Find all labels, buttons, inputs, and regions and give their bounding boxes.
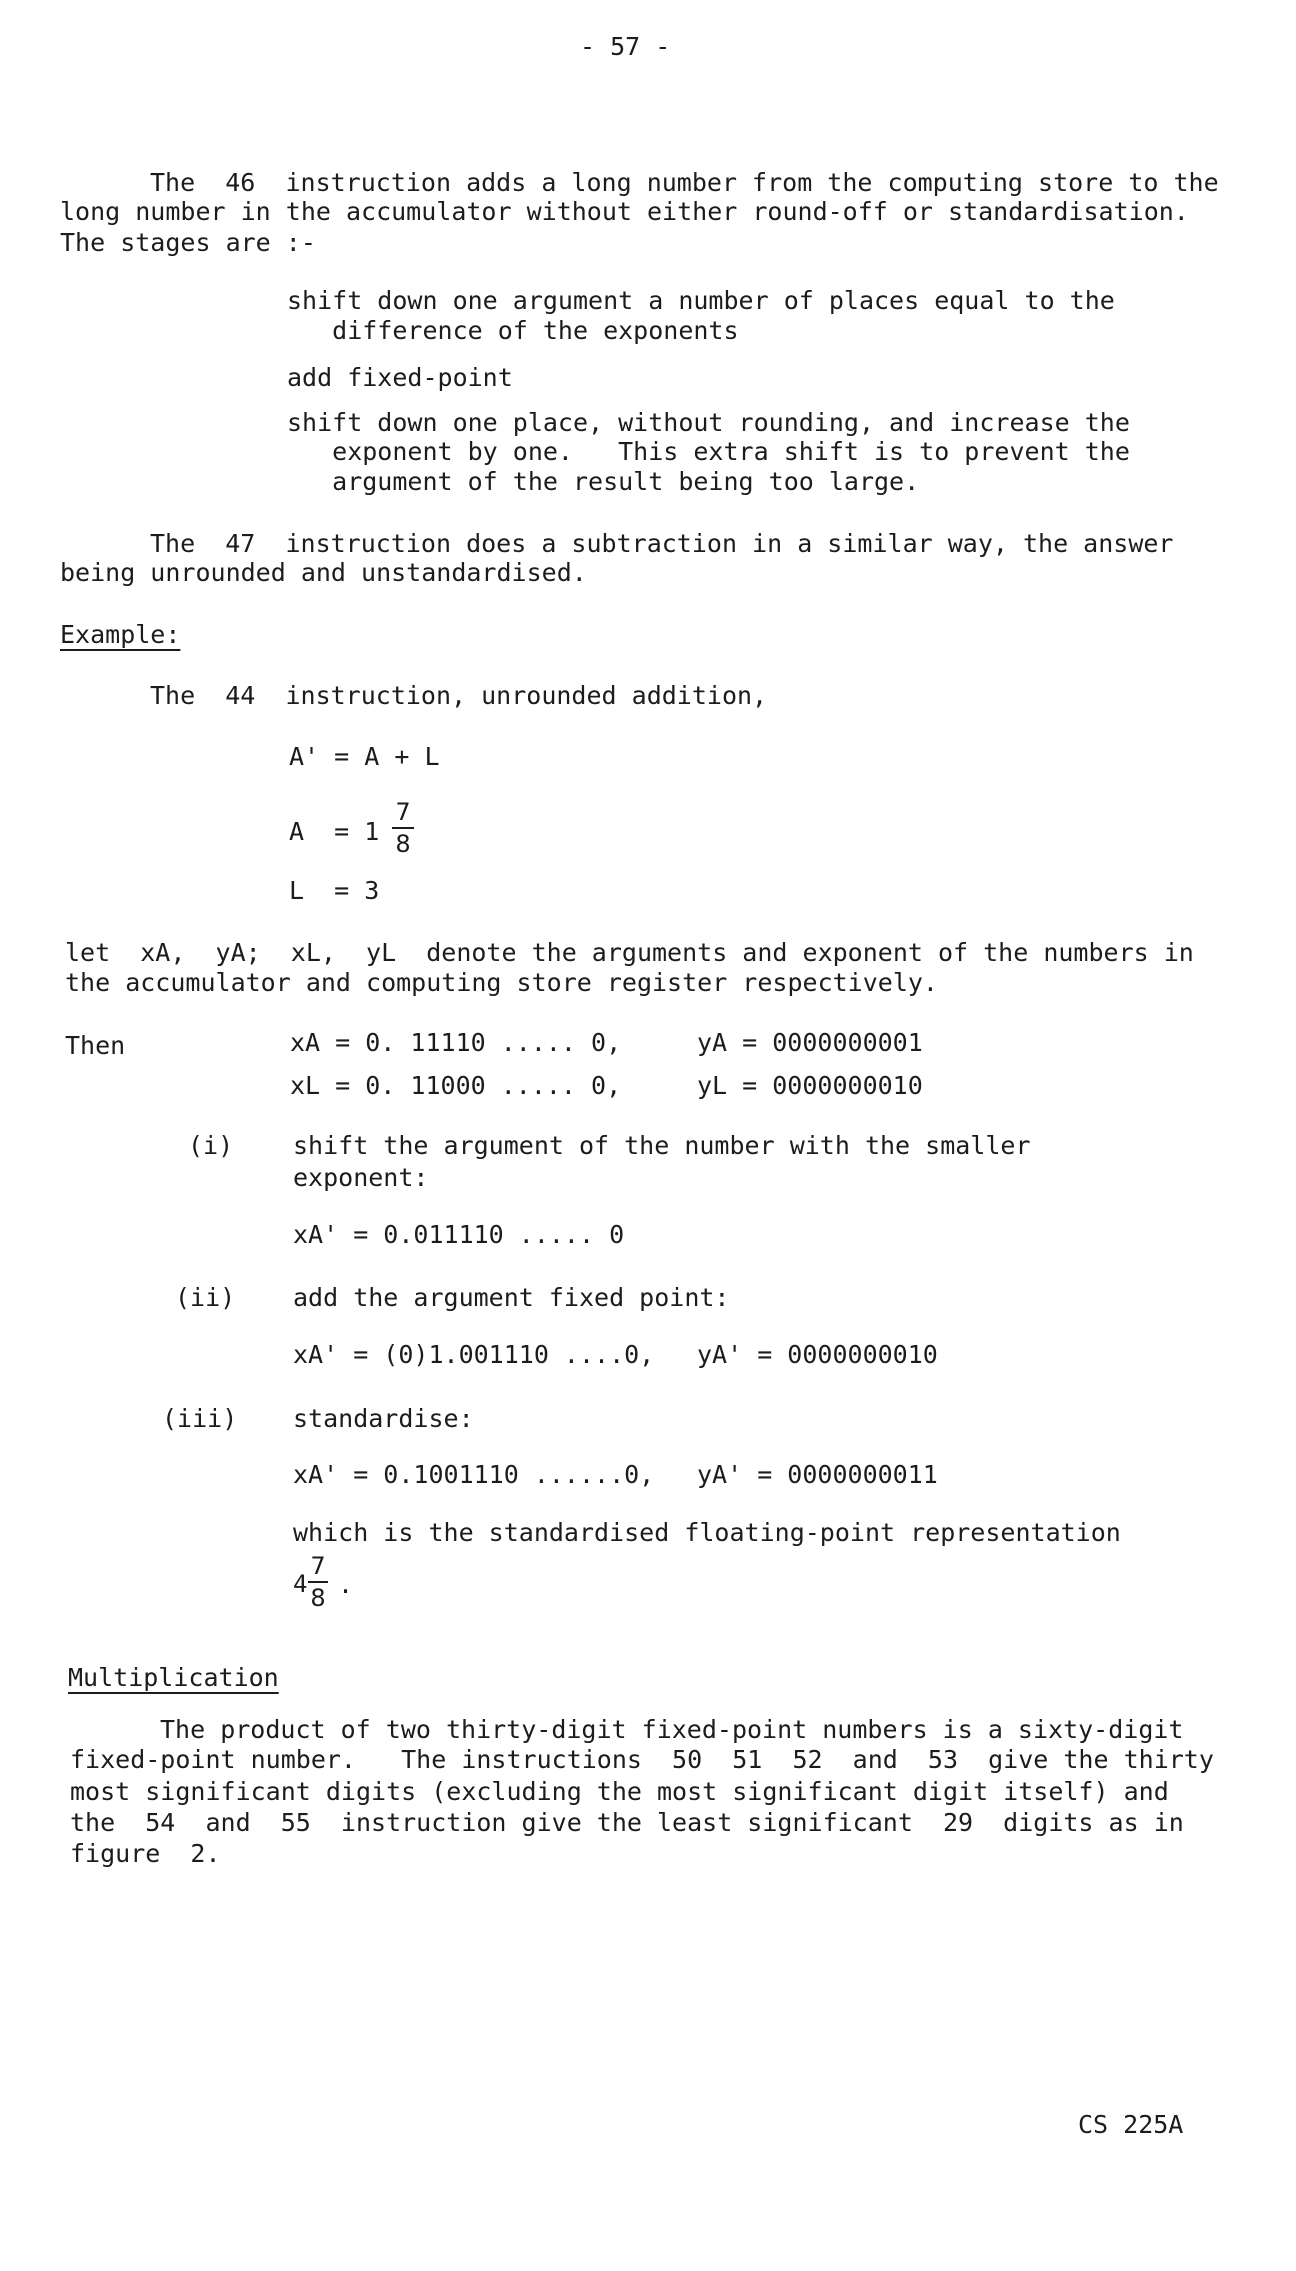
page-number: - 57 - <box>580 32 671 61</box>
para3-line2: the accumulator and computing store register respectively. <box>65 968 938 997</box>
result-fraction <box>308 1554 328 1610</box>
step3-equation-x: xA' = 0.1001110 ......0, <box>293 1460 655 1489</box>
result-period: . <box>338 1570 354 1599</box>
step3-text: standardise: <box>293 1404 474 1433</box>
para2-line1: The 47 instruction does a subtraction in a similar way, the answer <box>150 529 1174 558</box>
step1-text: exponent: <box>293 1163 429 1192</box>
fraction-denominator: 8 <box>395 830 411 858</box>
fraction-bar <box>308 1581 328 1583</box>
stage-line: add fixed-point <box>287 363 513 392</box>
fraction-bar <box>392 827 414 829</box>
step2-equation-y: yA' = 0000000010 <box>697 1340 938 1369</box>
stage-line: exponent by one. This extra shift is to prevent the <box>287 437 1130 466</box>
step2-label: (ii) <box>175 1283 236 1312</box>
step2-equation-x: xA' = (0)1.001110 ....0, <box>293 1340 655 1369</box>
para1-line1: The 46 instruction adds a long number from the computing store to the <box>150 168 1219 197</box>
para4-line: The product of two thirty-digit fixed-point numbers is a sixty-digit <box>160 1715 1184 1744</box>
step3-note: which is the standardised floating-point representation <box>293 1518 1121 1547</box>
example-heading: Example: <box>60 620 181 649</box>
para4-line: fixed-point number. The instructions 50 51 52 and 53 give the thirty <box>70 1745 1214 1774</box>
then-label: Then <box>65 1031 126 1060</box>
multiplication-heading: Multiplication <box>68 1663 279 1692</box>
para1-line2: long number in the accumulator without either round-off or standardisation. <box>60 197 1189 226</box>
step3-label: (iii) <box>162 1404 238 1433</box>
equation-a-prime: A' = A + L <box>289 742 440 771</box>
then-xl: xL = 0. 11000 ..... 0, <box>290 1071 622 1100</box>
fraction-numerator: 7 <box>395 798 411 826</box>
example-intro: The 44 instruction, unrounded addition, <box>150 681 768 710</box>
step1-label: (i) <box>188 1131 234 1160</box>
step1-equation: xA' = 0.011110 ..... 0 <box>293 1220 625 1249</box>
step2-text: add the argument fixed point: <box>293 1283 730 1312</box>
then-yl: yL = 0000000010 <box>697 1071 923 1100</box>
result-whole: 4 <box>293 1570 308 1598</box>
step1-text: shift the argument of the number with the smaller <box>293 1131 1031 1160</box>
para2-line2: being unrounded and unstandardised. <box>60 558 587 587</box>
stage-line: shift down one place, without rounding, and increase the <box>287 408 1130 437</box>
fraction-numerator: 7 <box>310 1552 326 1580</box>
document-code: CS 225A <box>1078 2110 1184 2139</box>
para3-line1: let xA, yA; xL, yL denote the arguments and exponent of the numbers in <box>65 938 1194 967</box>
para4-line: the 54 and 55 instruction give the least significant 29 digits as in <box>70 1808 1184 1837</box>
then-xa: xA = 0. 11110 ..... 0, <box>290 1028 622 1057</box>
step3-equation-y: yA' = 0000000011 <box>697 1460 938 1489</box>
para1-line3: The stages are :- <box>60 228 316 257</box>
stage-line: argument of the result being too large. <box>287 467 920 496</box>
then-ya: yA = 0000000001 <box>697 1028 923 1057</box>
stage-line: shift down one argument a number of places equal to the <box>287 286 1115 315</box>
stage-line: difference of the exponents <box>287 316 739 345</box>
fraction-seven-eighths <box>392 800 414 856</box>
equation-l: L = 3 <box>289 876 380 905</box>
fraction-denominator: 8 <box>310 1584 326 1612</box>
equation-a: A = 1 <box>289 817 380 846</box>
para4-line: most significant digits (excluding the most significant digit itself) and <box>70 1777 1169 1806</box>
para4-line: figure 2. <box>70 1839 221 1868</box>
